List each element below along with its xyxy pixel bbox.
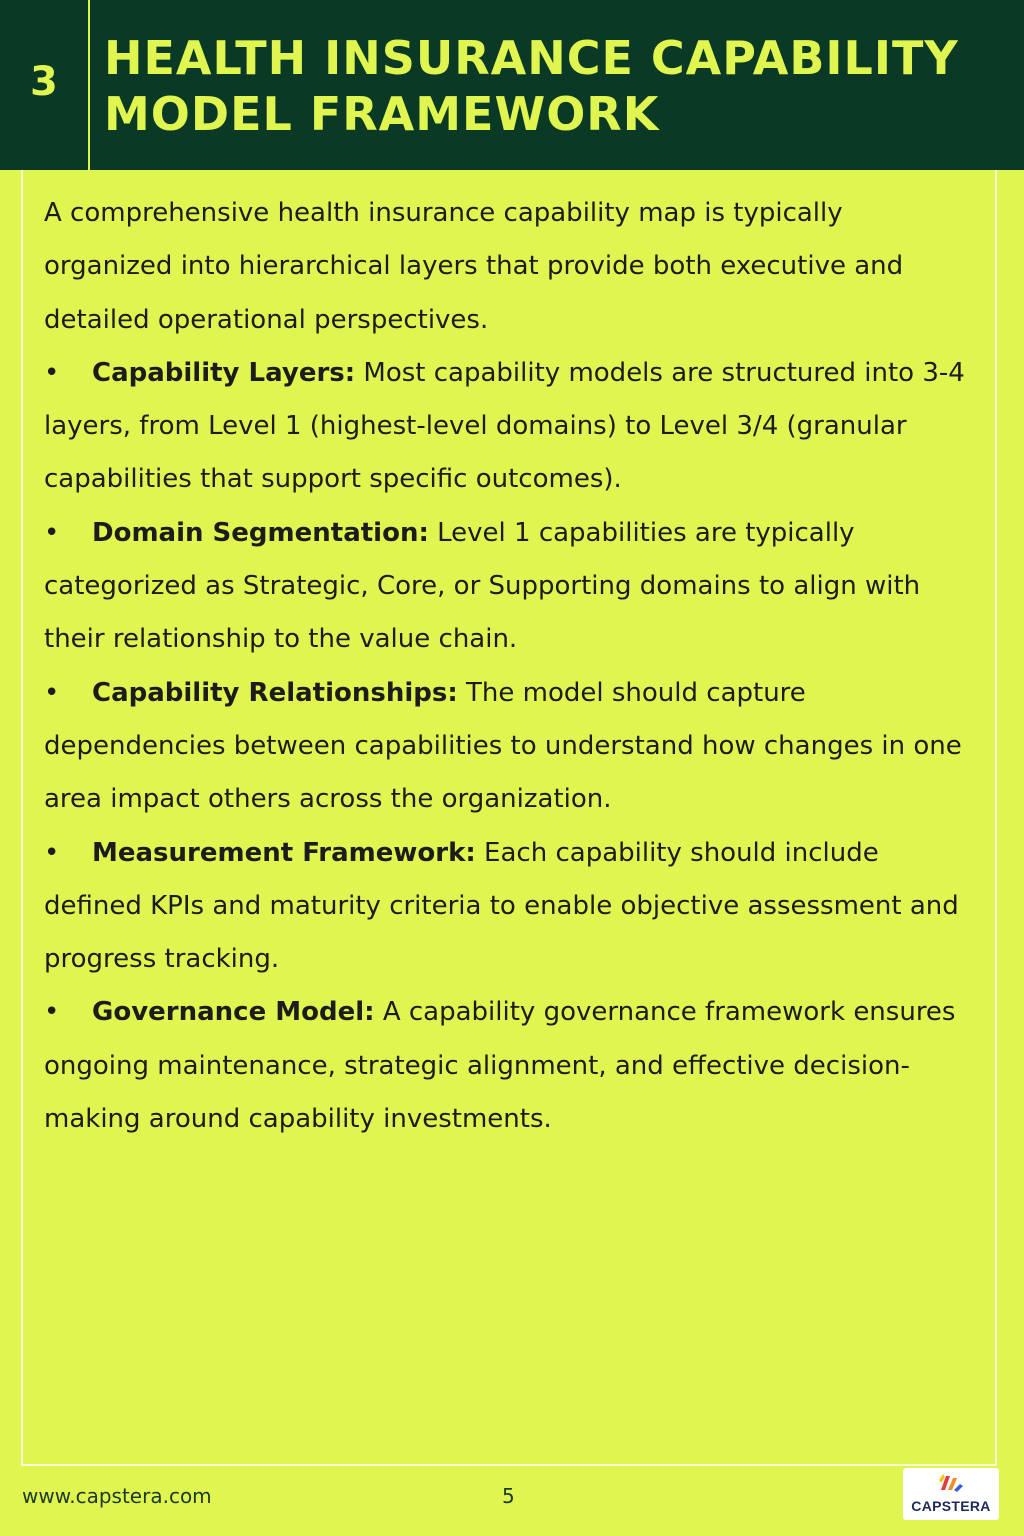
bullet-measurement-framework (44, 827, 974, 987)
page-header (0, 0, 1024, 170)
bullet-text: Each capability should include defined KPIs and maturity criteria to enable objective assessment and progress tracking. (44, 837, 959, 975)
bullet-icon: • (44, 997, 60, 1028)
bullet-term: Measurement Framework: (92, 837, 476, 868)
section-number: 3 (30, 59, 58, 105)
bullet-text: Most capability models are structured into 3-4 layers, from Level 1 (highest-level domains) to Level 3/4 (granular capabilities that support specific outcomes). (44, 357, 965, 495)
content-body (44, 187, 974, 1146)
intro-paragraph: A comprehensive health insurance capability map is typically organized into hierarchical layers that provide both executive and detailed operational perspectives. (44, 198, 904, 335)
bullet-text: A capability governance framework ensures ongoing maintenance, strategic alignment, and effective decision-making around capability investments. (44, 997, 956, 1135)
header-divider (88, 0, 90, 170)
bullet-icon: • (44, 357, 60, 388)
page-title: HEALTH INSURANCE CAPABILITY MODEL FRAMEWORK (104, 31, 959, 141)
logo-wordmark: CAPSTERA (911, 1498, 991, 1514)
page-number: 5 (502, 1484, 515, 1508)
bullet-domain-segmentation (44, 507, 974, 667)
bullet-governance-model (44, 986, 974, 1146)
bullet-capability-relationships (44, 667, 974, 827)
bullet-term: Governance Model: (92, 997, 375, 1028)
bullet-term: Capability Relationships: (92, 677, 458, 708)
bullet-text: Level 1 capabilities are typically categorized as Strategic, Core, or Supporting domains to align with their relationship to the value chain. (44, 517, 921, 655)
bullet-capability-layers (44, 347, 974, 507)
bullet-term: Capability Layers: (92, 357, 356, 388)
bullet-icon: • (44, 517, 60, 548)
bullet-term: Domain Segmentation: (92, 517, 429, 548)
bullet-text: The model should capture dependencies between capabilities to understand how changes in one area impact others across the organization. (44, 677, 962, 815)
capstera-logo (903, 1468, 999, 1520)
website-link[interactable]: www.capstera.com (22, 1484, 212, 1508)
bullet-icon: • (44, 677, 60, 708)
bullet-icon: • (44, 837, 60, 868)
